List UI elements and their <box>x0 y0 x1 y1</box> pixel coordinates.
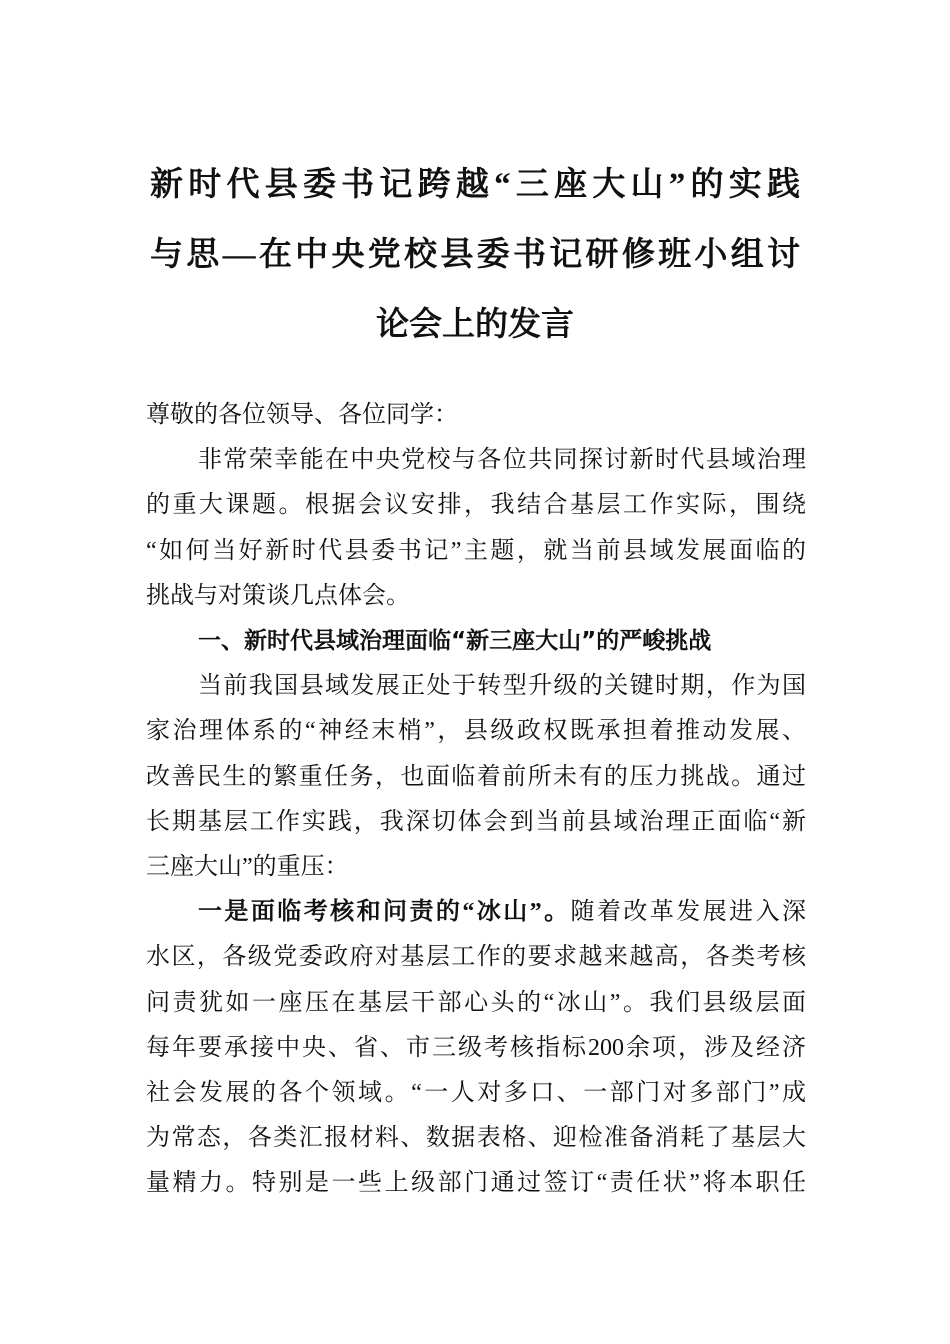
text-line: 非常荣幸能在中央党校与各位共同探讨新时代县域治理 <box>198 447 806 474</box>
text-line: 量精力。特别是一些上级部门通过签订“责任状”将本职任 <box>146 1170 806 1197</box>
text-line: 挑战与对策谈几点体会。 <box>146 582 410 609</box>
text-line: 每年要承接中央、省、市三级考核指标200余项，涉及经济 <box>146 1034 806 1061</box>
point-one-paragraph <box>146 890 806 1206</box>
title-line: 论会上的发言 <box>376 307 574 343</box>
salutation: 尊敬的各位领导、各位同学： <box>146 402 458 428</box>
document-body <box>146 393 806 1207</box>
text-line: 长期基层工作实践，我深切体会到当前县域治理正面临“新 <box>146 808 806 835</box>
text-line: 社会发展的各个领域。“一人对多口、一部门对多部门”成 <box>146 1080 806 1107</box>
text-line: 问责犹如一座压在基层干部心头的“冰山”。我们县级层面 <box>146 989 806 1016</box>
text-line <box>146 890 806 935</box>
text-line: 当前我国县域发展正处于转型升级的关键时期，作为国 <box>198 673 806 700</box>
text-line: 为常态，各类汇报材料、数据表格、迎检准备消耗了基层大 <box>146 1125 806 1152</box>
document-title <box>150 150 800 360</box>
title-line: 与思—在中央党校县委书记研修班小组讨 <box>150 237 800 273</box>
title-line: 新时代县委书记跨越“三座大山”的实践 <box>150 167 800 203</box>
text-line: “如何当好新时代县委书记”主题，就当前县域发展面临的 <box>146 537 806 564</box>
text-line: 的重大课题。根据会议安排，我结合基层工作实际，围绕 <box>146 492 806 519</box>
text-line: 三座大山”的重压： <box>146 854 349 881</box>
intro-paragraph <box>146 438 806 619</box>
point-lead: 一是面临考核和问责的“冰山”。 <box>198 899 571 926</box>
text-line: 家治理体系的“神经末梢”，县级政权既承担着推动发展、 <box>146 718 806 745</box>
text-line: 改善民生的繁重任务，也面临着前所未有的压力挑战。通过 <box>146 763 806 790</box>
context-paragraph <box>146 664 806 890</box>
section-heading: 一、新时代县域治理面临“新三座大山”的严峻挑战 <box>198 628 712 655</box>
text-line: 水区，各级党委政府对基层工作的要求越来越高，各类考核 <box>146 944 806 971</box>
point-first-rest: 随着改革发展进入深 <box>570 899 807 926</box>
